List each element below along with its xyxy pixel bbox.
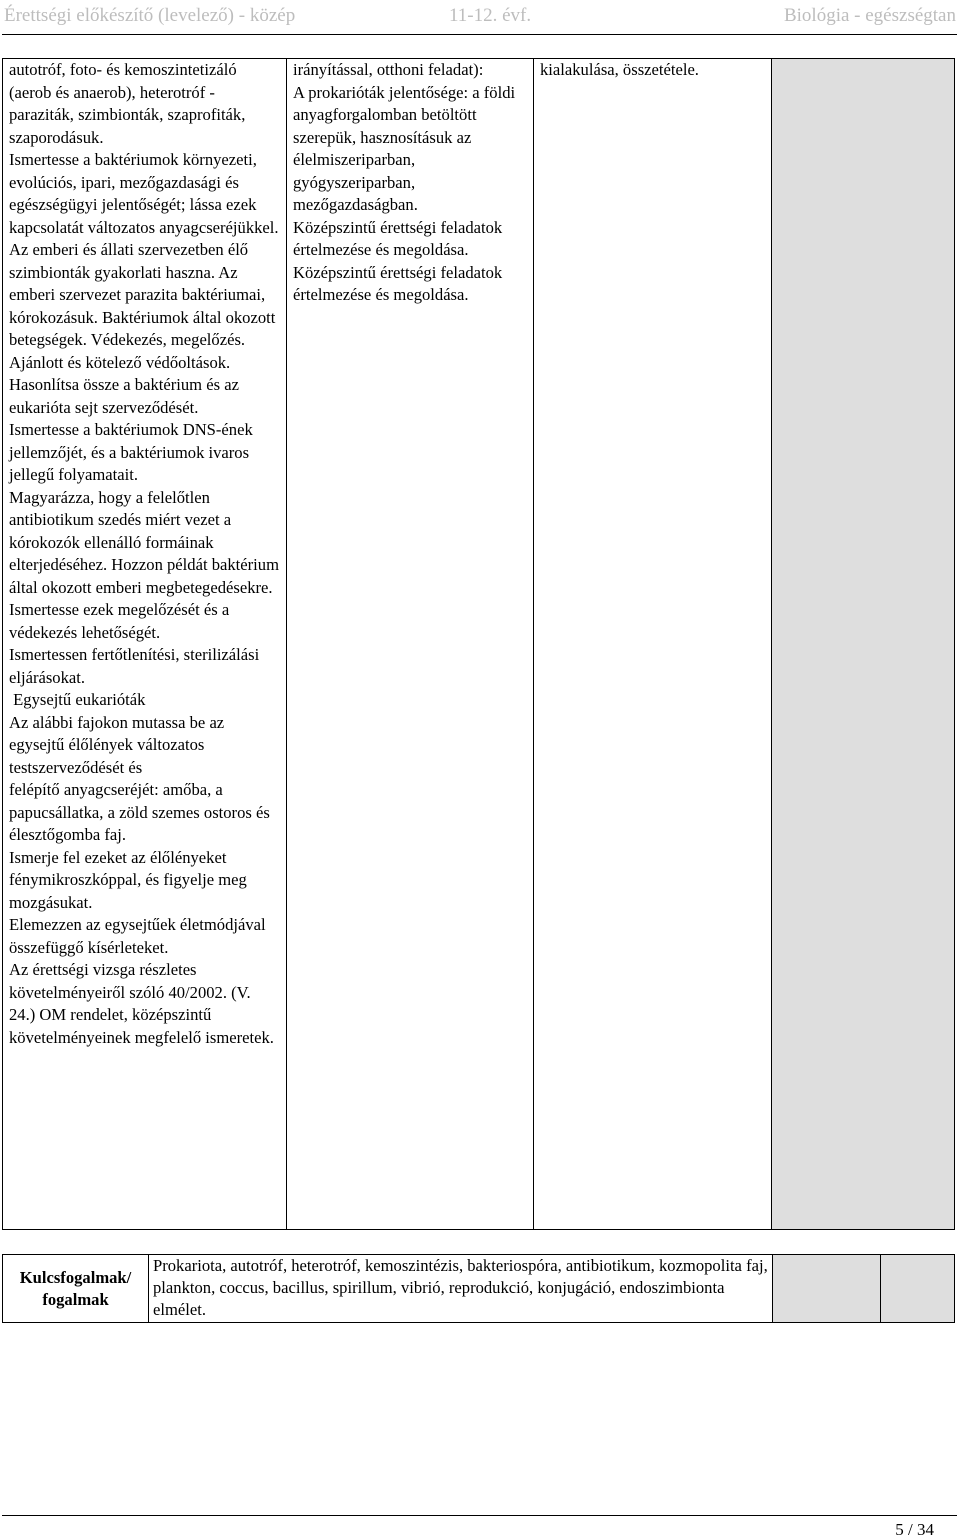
requirements-text xyxy=(3,59,286,1049)
curriculum-table xyxy=(2,58,955,1230)
paragraph: irányítással, otthoni feladat): xyxy=(293,60,484,79)
paragraph: Ismertessen fertőtlenítési, sterilizálási eljárásokat. xyxy=(9,645,260,687)
key-terms-label: Kulcsfogalmak/ fogalmak xyxy=(3,1255,149,1323)
paragraph: Magyarázza, hogy a felelőtlen antibiotikum szedés miért vezet a kórokozók ellenálló formáinak elterjedéséhez. Hozzon példát baktérium által okozott emberi megbetegedésekre. xyxy=(9,487,279,597)
footer-rule xyxy=(2,1515,957,1516)
paragraph: Az alábbi fajokon mutassa be az egysejtű élőlények változatos testszerveződését és xyxy=(9,712,225,777)
paragraph: Ismerje fel ezeket az élőlényeket fénymikroszkóppal, és figyelje meg mozgásukat. xyxy=(9,847,247,912)
paragraph: Ismertesse a baktériumok DNS-ének jellemzőjét, és a baktériumok ivaros jellegű folyamatait. xyxy=(9,420,253,484)
paragraph: Ismertesse ezek megelőzését és a védekezés lehetőségét. xyxy=(9,600,230,642)
paragraph: autotróf, foto- és kemoszintetizáló (aerob és anaerob), heterotróf - paraziták, szimbionták, szaprofiták, szaporodásuk. xyxy=(9,60,246,147)
header-subject: Biológia - egészségtan xyxy=(783,5,956,26)
activities-cell xyxy=(287,59,534,1230)
topics-text xyxy=(534,59,771,82)
empty-grey-cell xyxy=(881,1255,955,1323)
paragraph: Ismertesse a baktériumok környezeti, evolúciós, ipari, mezőgazdasági és egészségügyi jelentőségét; lássa ezek kapcsolatát változatos anyagcseréjükkel. xyxy=(9,150,279,237)
empty-grey-cell xyxy=(772,59,955,1230)
activities-text xyxy=(287,59,533,307)
paragraph: Az emberi és állati szervezetben élő szimbionták gyakorlati haszna. Az emberi szervezet parazita baktériumai, kórokozásuk. Baktériumok által okozott betegségek. Védekezés, megelőzés. Ajánlott és kötelező védőoltások. xyxy=(9,240,276,372)
key-terms-content: Prokariota, autotróf, heterotróf, kemoszintézis, bakteriospóra, antibiotikum, kozmopolita faj, plankton, coccus, bacillus, spirillum, vibrió, reprodukció, konjugáció, endoszimbionta elmélet. xyxy=(149,1255,773,1323)
paragraph: Az érettségi vizsga részletes követelményeiről szóló 40/2002. (V. 24.) OM rendelet, középszintű követelményeinek megfelelő ismeretek. xyxy=(9,960,274,1047)
paragraph: Középszintű érettségi feladatok értelmezése és megoldása. xyxy=(293,262,503,304)
header-rule xyxy=(2,34,957,35)
topics-cell xyxy=(534,59,772,1230)
page-header xyxy=(2,0,958,34)
paragraph: Hasonlítsa össze a baktérium és az eukarióta sejt szerveződését. xyxy=(9,375,239,417)
empty-grey-cell xyxy=(773,1255,881,1323)
paragraph: Egysejtű eukarióták xyxy=(9,690,146,709)
requirements-cell xyxy=(3,59,287,1230)
key-terms-row xyxy=(3,1255,955,1323)
curriculum-row xyxy=(3,59,955,1230)
key-terms-table xyxy=(2,1254,955,1323)
header-course: Érettségi előkészítő (levelező) - közép xyxy=(4,5,296,26)
paragraph: kialakulása, összetétele. xyxy=(540,60,699,79)
paragraph: A prokarióták jelentősége: a földi anyagforgalomban betöltött szerepük, hasznosításuk az élelmiszeriparban, gyógyszeriparban, mezőgazdaságban. xyxy=(293,82,516,214)
paragraph: felépítő anyagcseréjét: amőba, a papucsállatka, a zöld szemes ostoros és élesztőgomba faj. xyxy=(9,780,270,844)
header-grade: 11-12. évf. xyxy=(449,5,532,26)
page-number: 5 / 34 xyxy=(895,1520,934,1539)
paragraph: Elemezzen az egysejtűek életmódjával összefüggő kísérleteket. xyxy=(9,915,266,957)
paragraph: Középszintű érettségi feladatok értelmezése és megoldása. xyxy=(293,217,503,259)
